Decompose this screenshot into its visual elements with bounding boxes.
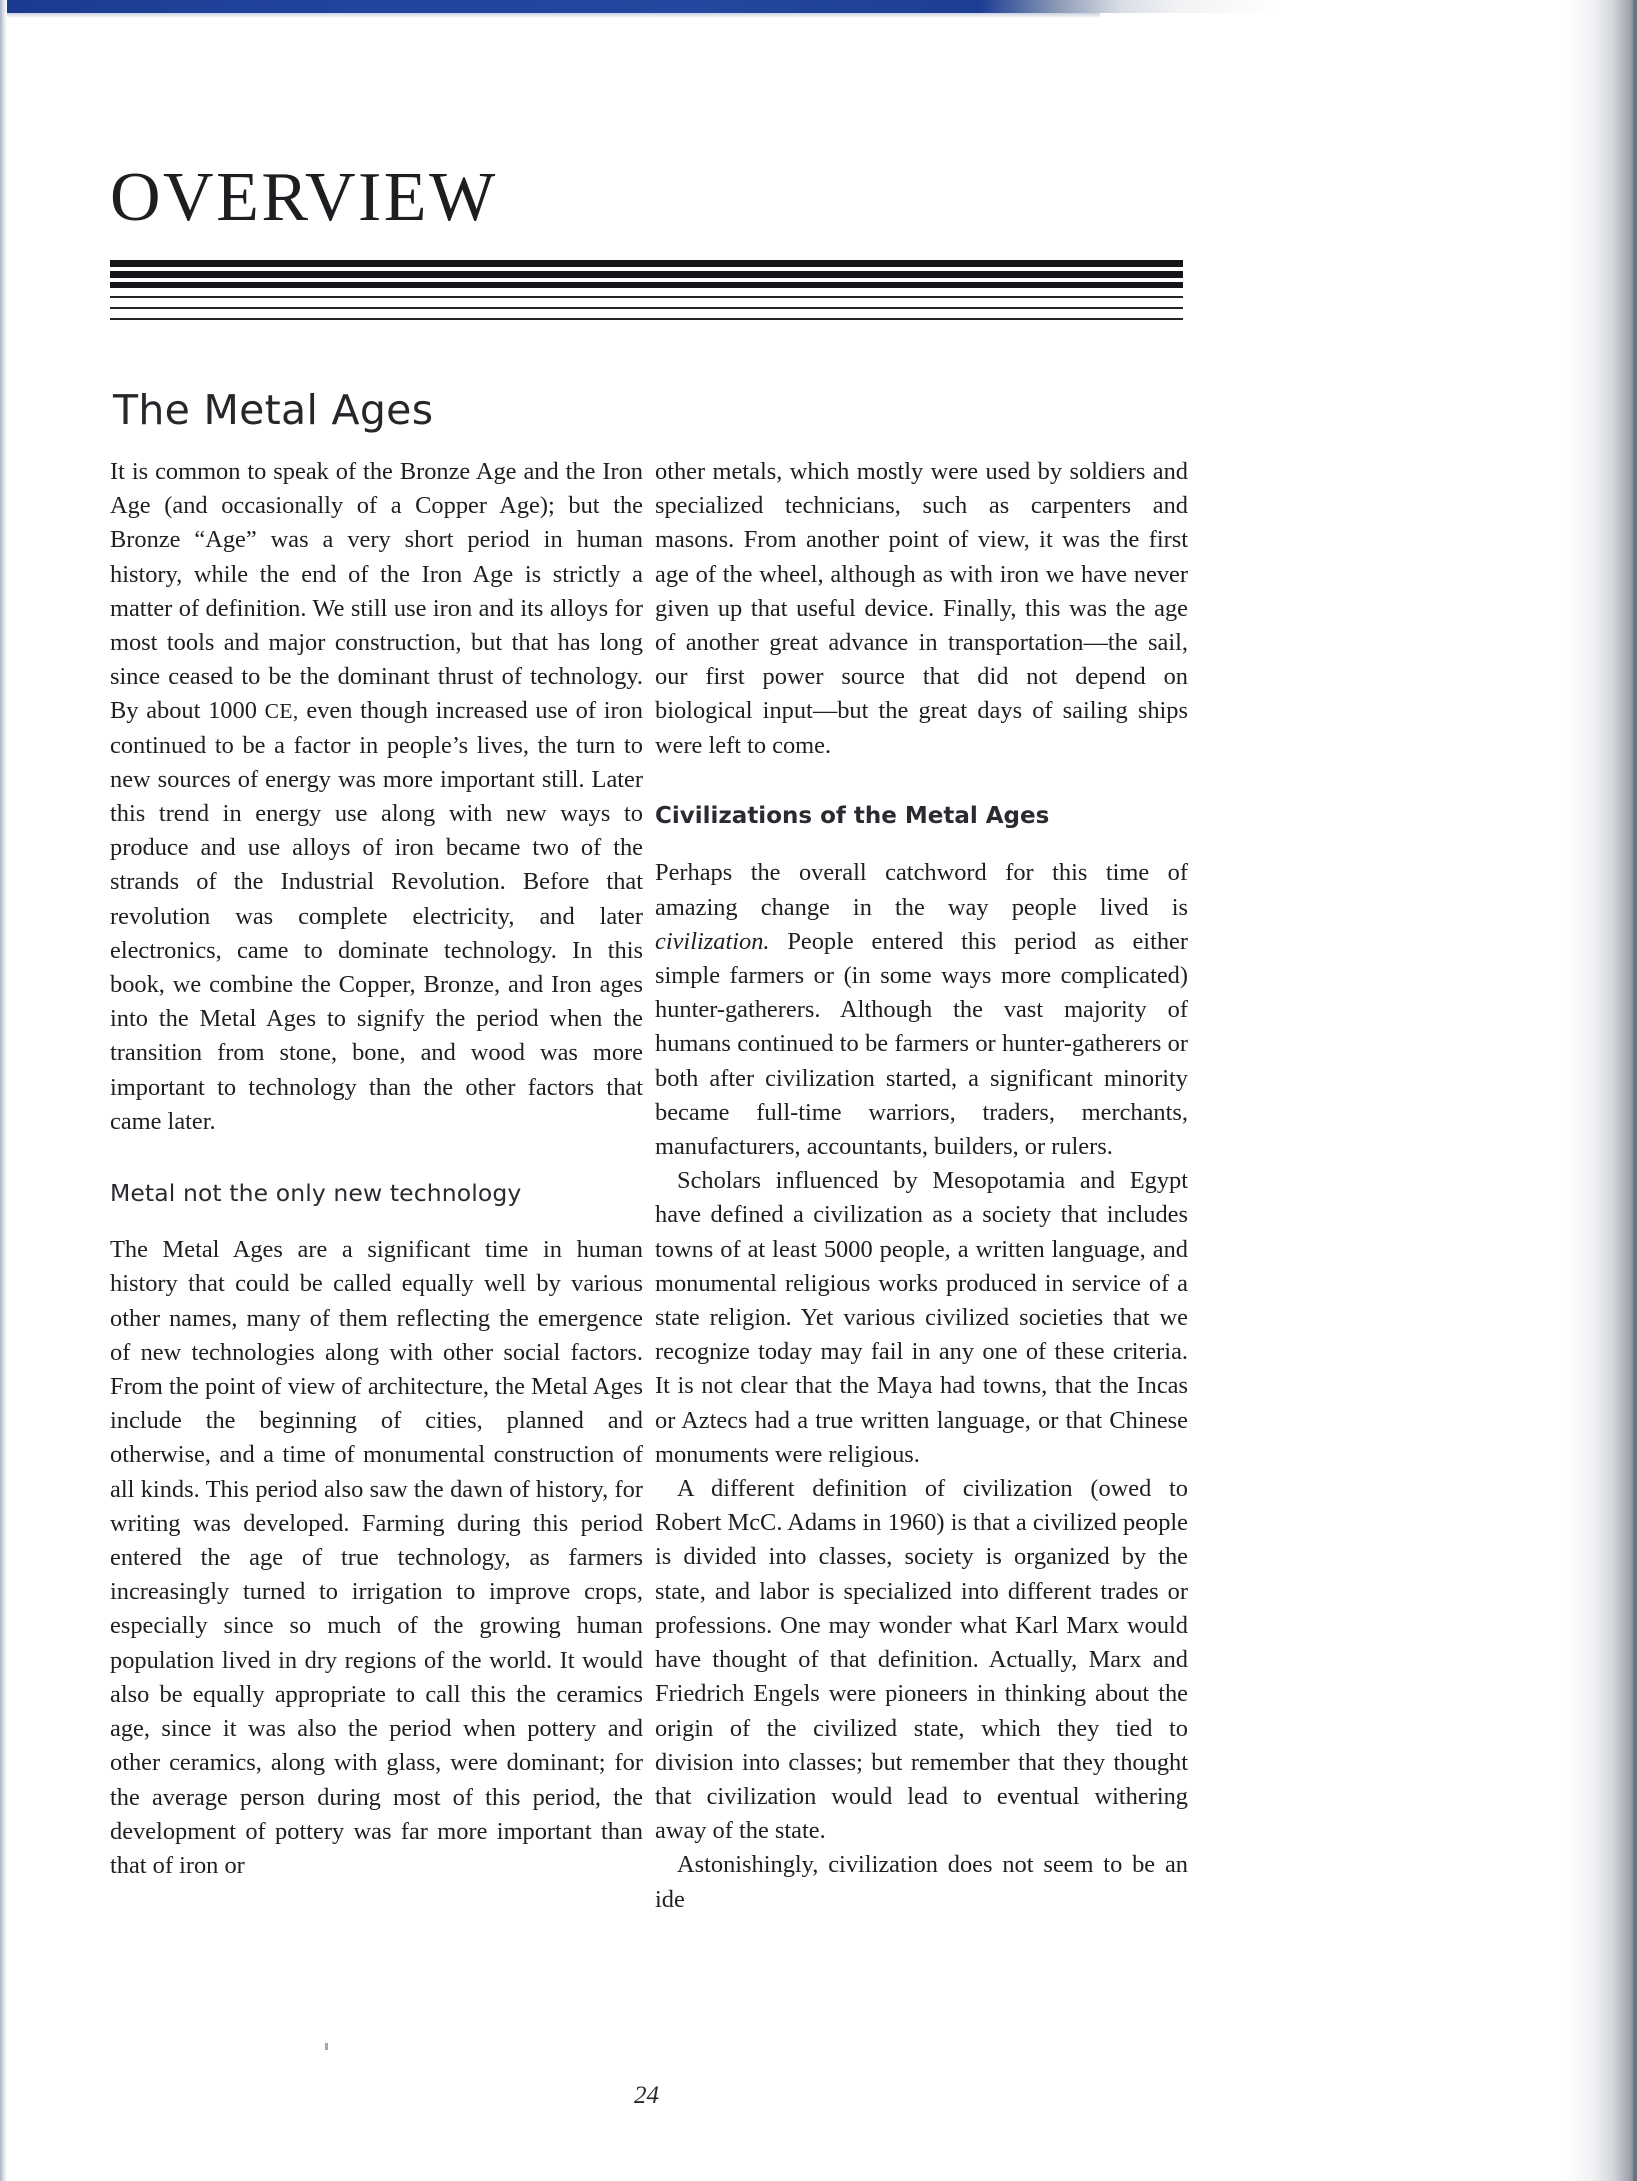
paragraph-civilization-catchword xyxy=(655,856,1188,1164)
subheading-metal-not-only-new-technology: Metal not the only new technology xyxy=(110,1179,522,1208)
page-number: 24 xyxy=(634,2082,659,2109)
paragraph-opening-part-2: even though increased use of iron continued to be a factor in people’s lives, the turn to new sources of energy was more important still. Later this trend in energy use along with new ways to produce and use alloys of iron became two of the strands of the Industrial Revolution. Before that revolution was complete electricity, and later electronics, came to dominate technology. In this book, we combine the Copper, Bronze, and Iron ages into the Metal Ages to signify the period when the transition from stone, bone, and wood was more important to technology than the other factors that came later. xyxy=(110,697,643,1135)
page-title: The Metal Ages xyxy=(113,386,434,435)
paragraph-adams-definition: A different definition of civilization (owed to Robert McC. Adams in 1960) is that a civilized people is divided into classes, society is organized by the state, and labor is specialized into different trades or professions. One may wonder what Karl Marx would have thought of that definition. Actually, Marx and Friedrich Engels were pioneers in thinking about the origin of the civilized state, which they tied to division into classes; but remember that they thought that civilization would lead to eventual withering away of the state. xyxy=(655,1475,1188,1845)
subheading-civilizations-of-the-metal-ages: Civilizations of the Metal Ages xyxy=(655,802,1050,829)
paragraph-opening xyxy=(110,455,643,1139)
scan-speck xyxy=(325,2043,328,2050)
page-content xyxy=(110,0,1188,2181)
decorative-rule-stack xyxy=(110,260,1183,320)
body-columns xyxy=(110,455,1188,2025)
rule-thick-1 xyxy=(110,260,1183,267)
left-column xyxy=(110,455,643,2025)
scanner-right-edge xyxy=(1633,0,1637,2181)
rule-thick-2 xyxy=(110,271,1183,278)
paragraph-civilization-after: People entered this period as either simple farmers or (in some ways more complicated) hunter-gatherers. Although the vast majority of humans continued to be farmers or hunter-gatherers or both after civilization started, a significant minority became full-time warriors, traders, merchants, manufacturers, accountants, builders, or rulers. xyxy=(655,927,1188,1161)
scanner-right-shadow xyxy=(1565,0,1637,2181)
paragraph-metal-ages-significance: The Metal Ages are a significant time in human history that could be called equally well by various other names, many of them reflecting the emergence of new technologies along with other social factors. From the point of view of architecture, the Metal Ages include the beginning of cities, planned and otherwise, and a time of monumental construction of all kinds. This period also saw the dawn of history, for writing was developed. Farming during this period entered the age of true technology, as farmers increasingly turned to irrigation to improve crops, especially since so much of the growing human population lived in dry regions of the world. It would also be equally appropriate to call this the ceramics age, since it was also the period when pottery and other ceramics, along with glass, were dominant; for the average person during most of this period, the development of pottery was far more important than that of iron or xyxy=(110,1236,643,1879)
section-label: OVERVIEW xyxy=(110,159,498,236)
right-column xyxy=(655,455,1188,2025)
paragraph-scholars-definition: Scholars influenced by Mesopotamia and Egypt have defined a civilization as a society that includes towns of at least 5000 people, a written language, and monumental religious works produced in service of a state religion. Yet various civilized societies that we recognize today may fail in any one of these criteria. It is not clear that the Maya had towns, that the Incas or Aztecs had a true written language, or that Chinese monuments were religious. xyxy=(655,1167,1188,1468)
paragraph-astonishingly: Astonishingly, civilization does not seem to be an ide xyxy=(655,1851,1188,1913)
scanner-left-edge xyxy=(0,0,7,2181)
era-abbreviation: CE, xyxy=(264,699,299,724)
paragraph-opening-part-1: It is common to speak of the Bronze Age and the Iron Age (and occasionally of a Copper Age); but the Bronze “Age” was a very short period in human history, while the end of the Iron Age is strictly a matter of definition. We still use iron and its alloys for most tools and major construction, but that has long since ceased to be the dominant thrust of technology. By about 1000 xyxy=(110,458,643,725)
rule-thin-3 xyxy=(110,318,1183,320)
rule-thick-3 xyxy=(110,282,1183,288)
rule-thin-2 xyxy=(110,307,1183,309)
emphasis-civilization: civilization. xyxy=(655,927,770,955)
paragraph-civilization-before: Perhaps the overall catchword for this time of amazing change in the way people lived is xyxy=(655,859,1188,921)
paragraph-other-metals-continuation: other metals, which mostly were used by soldiers and specialized technicians, such as carpenters and masons. From another point of view, it was the first age of the wheel, although as with iron we have never given up that useful device. Finally, this was the age of another great advance in transportation—the sail, our first power source that did not depend on biological input—but the great days of sailing ships were left to come. xyxy=(655,458,1188,759)
rule-thin-1 xyxy=(110,296,1183,298)
